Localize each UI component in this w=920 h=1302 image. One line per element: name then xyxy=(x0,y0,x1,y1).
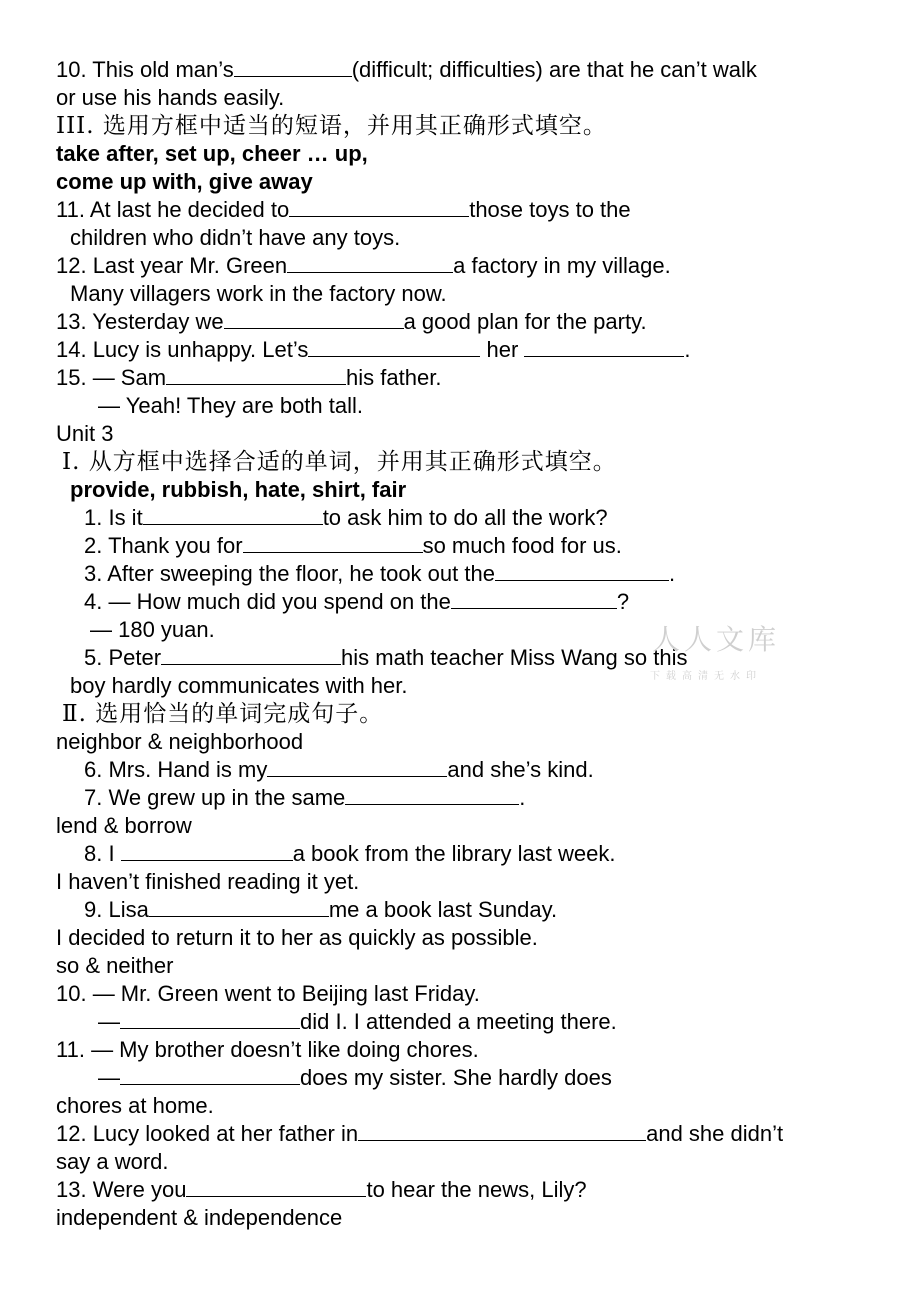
question-8: 8. I a book from the library last week. xyxy=(84,841,616,866)
answer-blank[interactable] xyxy=(289,196,469,217)
answer-blank[interactable] xyxy=(451,588,617,609)
question-12-surprise: 12. Lucy looked at her father in and she didn’t xyxy=(56,1121,784,1146)
question-11-reply: — does my sister. She hardly does xyxy=(98,1065,612,1090)
question-5-continued: boy hardly communicates with her. xyxy=(70,673,408,698)
question-5: 5. Peter his math teacher Miss Wang so this xyxy=(84,645,688,670)
word-pair-neighbor: neighbor & neighborhood xyxy=(56,729,304,754)
answer-blank[interactable] xyxy=(143,504,323,525)
question-11-prompt: 11. — My brother doesn’t like doing chores. xyxy=(56,1037,479,1062)
question-15-reply: — Yeah! They are both tall. xyxy=(98,393,363,418)
answer-blank[interactable] xyxy=(186,1176,366,1197)
question-11-continued: chores at home. xyxy=(56,1093,214,1118)
watermark-subtitle: 下载高清无水印 xyxy=(650,671,762,682)
answer-blank[interactable] xyxy=(120,1064,300,1085)
question-10-reply: — did I. I attended a meeting there. xyxy=(98,1009,617,1034)
question-15: 15. — Sam his father. xyxy=(56,365,442,390)
question-13-surprised: 13. Were you to hear the news, Lily? xyxy=(56,1177,587,1202)
answer-blank[interactable] xyxy=(345,784,519,805)
question-14: 14. Lucy is unhappy. Let’s her . xyxy=(56,337,691,362)
answer-blank[interactable] xyxy=(243,532,423,553)
question-7: 7. We grew up in the same . xyxy=(84,785,526,810)
question-12: 12. Last year Mr. Green a factory in my village. xyxy=(56,253,671,278)
answer-blank[interactable] xyxy=(120,1008,300,1029)
question-11: 11. At last he decided to those toys to the xyxy=(56,197,631,222)
question-12-continued: say a word. xyxy=(56,1149,169,1174)
answer-blank[interactable] xyxy=(267,756,447,777)
word-pair-so-neither: so & neither xyxy=(56,953,174,978)
word-pair-lend-borrow: lend & borrow xyxy=(56,813,192,838)
answer-blank[interactable] xyxy=(495,560,669,581)
question-8-continued: I haven’t finished reading it yet. xyxy=(56,869,360,894)
answer-blank[interactable] xyxy=(224,308,404,329)
answer-blank[interactable] xyxy=(161,644,341,665)
question-2: 2. Thank you for so much food for us. xyxy=(84,533,622,558)
unit-3-section-1-heading: Ⅰ. 从方框中选择合适的单词，并用其正确形式填空。 xyxy=(62,449,617,475)
answer-blank[interactable] xyxy=(358,1120,646,1141)
question-4: 4. — How much did you spend on the ? xyxy=(84,589,630,614)
section-3-heading: III. 选用方框中适当的短语，并用其正确形式填空。 xyxy=(56,113,607,139)
question-10-prompt: 10. — Mr. Green went to Beijing last Friday. xyxy=(56,981,480,1006)
question-12-continued: Many villagers work in the factory now. xyxy=(70,281,447,306)
answer-blank[interactable] xyxy=(234,56,352,77)
question-13: 13. Yesterday we a good plan for the party. xyxy=(56,309,647,334)
phrase-box-line-1: take after, set up, cheer … up, xyxy=(56,141,368,166)
answer-blank[interactable] xyxy=(287,252,453,273)
question-10-continued: or use his hands easily. xyxy=(56,85,285,110)
unit-3-heading: Unit 3 xyxy=(56,421,114,446)
watermark-logo xyxy=(640,618,780,688)
question-9: 9. Lisa me a book last Sunday. xyxy=(84,897,558,922)
answer-blank[interactable] xyxy=(149,896,329,917)
watermark-title: 人人文库 xyxy=(652,623,781,656)
unit-3-section-2-heading: Ⅱ. 选用恰当的单词完成句子。 xyxy=(62,701,384,727)
question-11-continued: children who didn’t have any toys. xyxy=(70,225,401,250)
word-box: provide, rubbish, hate, shirt, fair xyxy=(70,477,407,502)
question-1: 1. Is it to ask him to do all the work? xyxy=(84,505,608,530)
question-4-reply: — 180 yuan. xyxy=(90,617,215,642)
answer-blank[interactable] xyxy=(166,364,346,385)
phrase-box-line-2: come up with, give away xyxy=(56,169,313,194)
answer-blank[interactable] xyxy=(308,336,480,357)
question-6: 6. Mrs. Hand is my and she’s kind. xyxy=(84,757,594,782)
answer-blank[interactable] xyxy=(524,336,684,357)
question-9-continued: I decided to return it to her as quickly as possible. xyxy=(56,925,538,950)
answer-blank[interactable] xyxy=(121,840,293,861)
question-10-difficulties: 10. This old man’s (difficult; difficulties) are that he can’t walk xyxy=(56,57,757,82)
question-3: 3. After sweeping the floor, he took out the . xyxy=(84,561,676,586)
word-pair-independent: independent & independence xyxy=(56,1205,343,1230)
